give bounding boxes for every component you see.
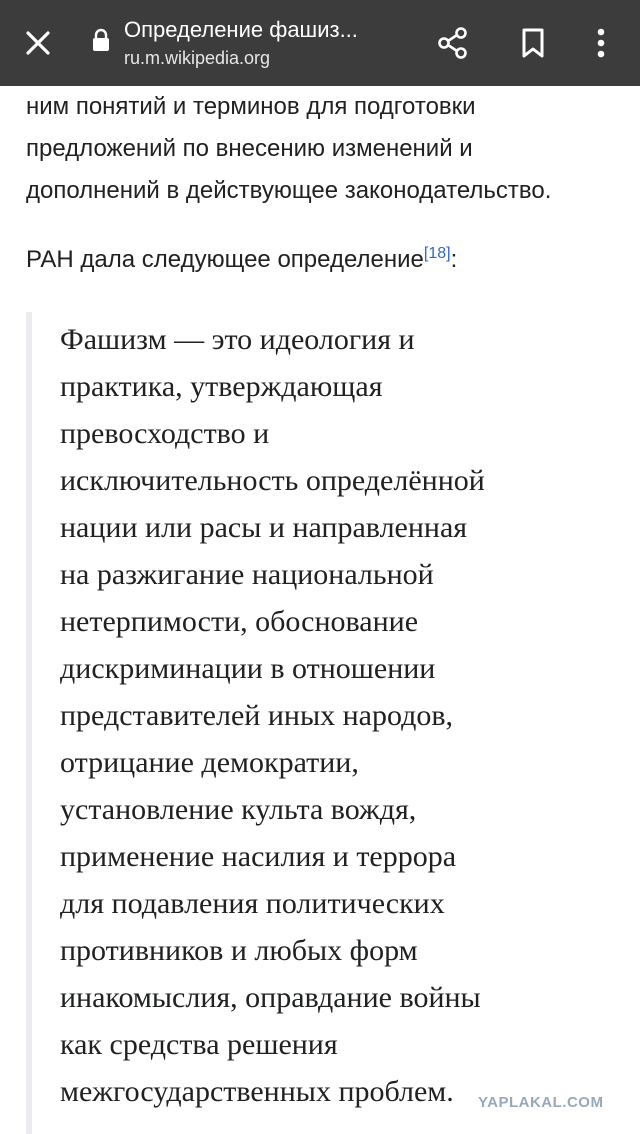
- paragraph-tail: :: [450, 246, 458, 273]
- page-url[interactable]: ru.m.wikipedia.org: [124, 48, 271, 68]
- reference-link[interactable]: [18]: [423, 245, 451, 262]
- quote-line: как средства решения: [60, 1028, 338, 1061]
- quote-line: превосходство и: [60, 417, 270, 450]
- more-vert-icon: [596, 28, 606, 58]
- paragraph-line: предложений по внесению изменений и: [26, 135, 473, 162]
- article-paragraph: [26, 86, 626, 212]
- quote-line: нации или расы и направленная: [60, 511, 468, 544]
- quote-line: отрицание демократии,: [60, 746, 359, 779]
- paragraph-line: ним понятий и терминов для подготовки: [26, 93, 476, 120]
- bookmark-button[interactable]: [510, 20, 556, 66]
- paragraph-text: РАН дала следующее определение: [26, 246, 424, 273]
- blockquote: [60, 316, 620, 1115]
- bookmark-icon: [520, 27, 546, 59]
- share-button[interactable]: [430, 20, 476, 66]
- quote-line: исключительность определённой: [60, 464, 485, 497]
- quote-line: установление культа вождя,: [60, 793, 417, 826]
- quote-line: Фашизм — это идеология и: [60, 323, 415, 356]
- browser-toolbar: [0, 0, 640, 86]
- quote-line: на разжигание национальной: [60, 558, 434, 591]
- lock-icon: [90, 28, 112, 52]
- quote-line: инакомыслия, оправдание войны: [60, 981, 481, 1014]
- quote-line: практика, утверждающая: [60, 370, 383, 403]
- quote-line: нетерпимости, обоснование: [60, 605, 419, 638]
- quote-line: межгосударственных проблем.: [60, 1075, 454, 1108]
- quote-line: противников и любых форм: [60, 934, 418, 967]
- article-paragraph-intro: [26, 239, 626, 281]
- blockquote-border: [26, 312, 32, 1134]
- close-icon: [24, 29, 52, 57]
- quote-line: представителей иных народов,: [60, 699, 454, 732]
- quote-line: дискриминации в отношении: [60, 652, 436, 685]
- overflow-menu-button[interactable]: [578, 20, 624, 66]
- paragraph-line: дополнений в действующее законодательство.: [26, 177, 552, 204]
- watermark: YAPLAKAL.COM: [478, 1094, 604, 1111]
- share-icon: [436, 26, 470, 60]
- close-button[interactable]: [16, 21, 60, 65]
- quote-line: применение насилия и террора: [60, 840, 457, 873]
- page-title: Определение фашиз...: [124, 17, 358, 42]
- quote-line: для подавления политических: [60, 887, 445, 920]
